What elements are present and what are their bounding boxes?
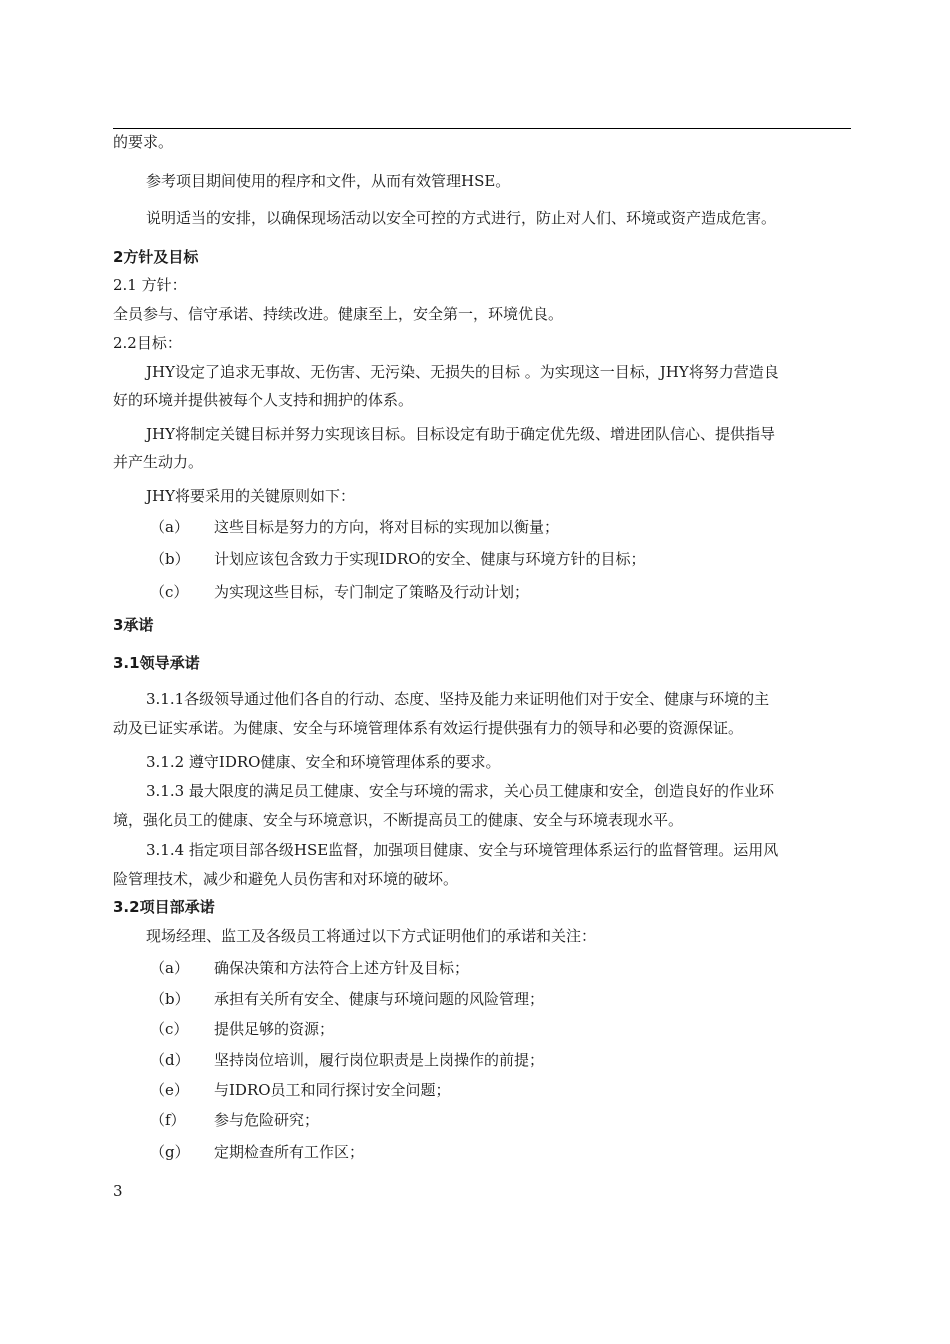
list-item-label: （c） (150, 1020, 189, 1038)
paragraph-line: 参考项目期间使用的程序和文件，从而有效管理HSE。 (146, 172, 511, 190)
list-item-label: （a） (150, 959, 189, 977)
list-item-text: 为实现这些目标，专门制定了策略及行动计划； (214, 583, 530, 601)
list-item-text: 定期检查所有工作区； (214, 1143, 365, 1161)
paragraph-line: JHY将要采用的关键原则如下： (146, 487, 355, 505)
subsection-heading: 3.2项目部承诺 (113, 898, 215, 916)
paragraph-line: 好的环境并提供被每个人支持和拥护的体系。 (113, 391, 414, 409)
subsection-heading: 2.1 方针： (113, 276, 187, 294)
list-item-text: 计划应该包含致力于实现IDRO的安全、健康与环境方针的目标； (214, 550, 646, 568)
list-item-label: （e） (150, 1081, 189, 1099)
page-number: 3 (113, 1182, 123, 1200)
paragraph-line: 全员参与、信守承诺、持续改进。健康至上，安全第一，环境优良。 (113, 305, 564, 323)
list-item-text: 提供足够的资源； (214, 1020, 335, 1038)
list-item-label: （a） (150, 518, 189, 536)
paragraph-line: 3.1.3 最大限度的满足员工健康、安全与环境的需求，关心员工健康和安全，创造良好的作业环 (146, 782, 774, 800)
paragraph-line: 3.1.4 指定项目部各级HSE监督，加强项目健康、安全与环境管理体系运行的监督管理。运用风 (146, 841, 779, 859)
paragraph-line: JHY将制定关键目标并努力实现该目标。目标设定有助于确定优先级、增进团队信心、提供指导 (146, 425, 776, 443)
section-heading: 2方针及目标 (113, 248, 199, 266)
section-heading: 3承诺 (113, 616, 154, 634)
paragraph-line: 3.1.2 遵守IDRO健康、安全和环境管理体系的要求。 (146, 753, 501, 771)
paragraph-line: 险管理技术，减少和避免人员伤害和对环境的破坏。 (113, 870, 459, 888)
list-item-text: 与IDRO员工和同行探讨安全问题； (214, 1081, 451, 1099)
list-item-label: （b） (150, 550, 190, 568)
list-item-text: 承担有关所有安全、健康与环境问题的风险管理； (214, 990, 545, 1008)
list-item-text: 这些目标是努力的方向，将对目标的实现加以衡量； (214, 518, 560, 536)
list-item-text: 确保决策和方法符合上述方针及目标； (214, 959, 470, 977)
list-item-label: （b） (150, 990, 190, 1008)
list-item-label: （d） (150, 1051, 190, 1069)
paragraph-line: 的要求。 (113, 133, 174, 151)
subsection-heading: 2.2目标： (113, 334, 182, 352)
paragraph-line: 说明适当的安排，以确保现场活动以安全可控的方式进行，防止对人们、环境或资产造成危害。 (146, 209, 777, 227)
list-item-text: 参与危险研究； (214, 1111, 320, 1129)
list-item-label: （c） (150, 583, 189, 601)
list-item-text: 坚持岗位培训，履行岗位职责是上岗操作的前提； (214, 1051, 545, 1069)
list-item-label: （f） (150, 1111, 186, 1129)
subsection-heading: 3.1领导承诺 (113, 654, 200, 672)
paragraph-line: 并产生动力。 (113, 453, 204, 471)
paragraph-line: JHY设定了追求无事故、无伤害、无污染、无损失的目标 。为实现这一目标，JHY将努力营造良 (146, 363, 779, 381)
list-item-label: （g） (150, 1143, 190, 1161)
paragraph-line: 动及已证实承诺。为健康、安全与环境管理体系有效运行提供强有力的领导和必要的资源保证。 (113, 719, 744, 737)
paragraph-line: 现场经理、监工及各级员工将通过以下方式证明他们的承诺和关注： (146, 927, 597, 945)
paragraph-line: 境，强化员工的健康、安全与环境意识，不断提高员工的健康、安全与环境表现水平。 (113, 811, 684, 829)
header-rule (113, 128, 851, 129)
paragraph-line: 3.1.1各级领导通过他们各自的行动、态度、坚持及能力来证明他们对于安全、健康与环境的主 (146, 690, 770, 708)
